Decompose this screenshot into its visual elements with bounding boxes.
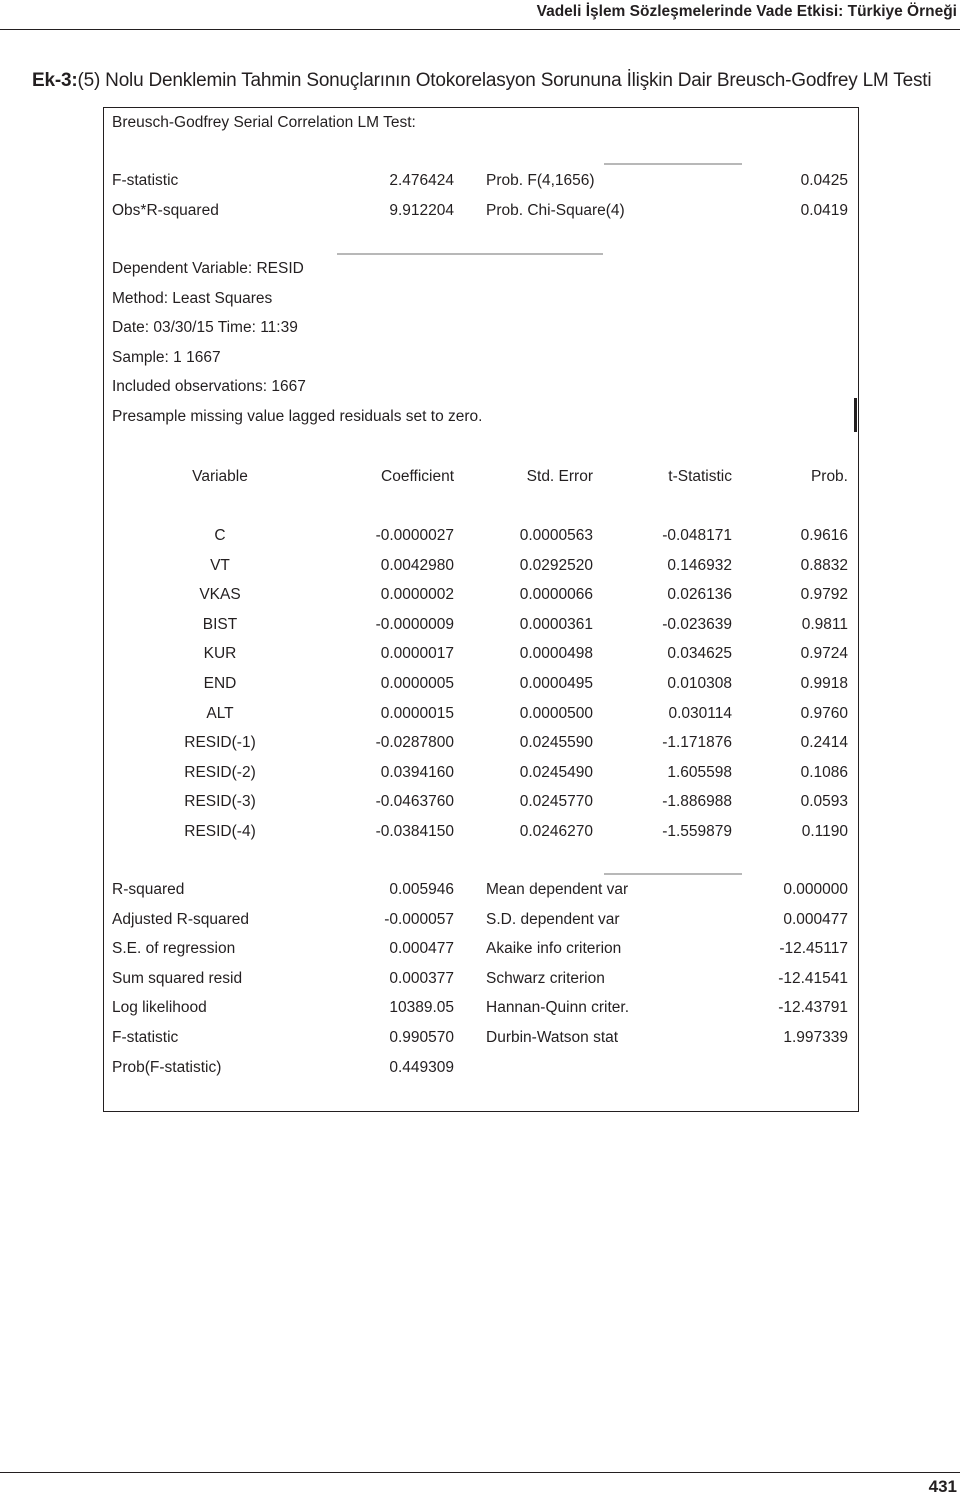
variable-name: BIST — [202, 615, 238, 633]
appendix-label: Ek-3: — [32, 70, 78, 91]
table-cell: 0.9792 — [800, 586, 848, 604]
table-cell: 0.0245770 — [519, 793, 593, 811]
summary-label: Schwarz criterion — [486, 969, 605, 987]
table-cell: 1.605598 — [667, 763, 732, 781]
summary-label: Log likelihood — [112, 999, 207, 1017]
page-number: 431 — [928, 1477, 957, 1496]
stat-prob-value: 0.0419 — [800, 202, 848, 219]
separator-rule — [337, 253, 603, 255]
test-title: Breusch-Godfrey Serial Correlation LM Test: — [112, 114, 416, 131]
table-cell: -1.559879 — [662, 823, 732, 840]
table-cell: 0.9918 — [800, 675, 848, 692]
summary-value: 0.000477 — [783, 910, 848, 928]
column-header: Prob. — [810, 468, 848, 485]
table-cell: 0.9616 — [800, 527, 848, 544]
variable-name: RESID(-2) — [184, 763, 256, 781]
table-cell: 0.9760 — [800, 704, 848, 722]
table-cell: 0.010308 — [667, 675, 732, 692]
table-cell: -0.0384150 — [375, 823, 454, 840]
table-cell: 0.8832 — [800, 556, 848, 574]
table-cell: -0.048171 — [662, 527, 732, 544]
variable-name: KUR — [203, 645, 237, 663]
table-cell: 0.0000495 — [519, 675, 593, 692]
variable-name: VKAS — [199, 586, 241, 604]
variable-name: C — [214, 527, 226, 544]
estimation-info-line: Date: 03/30/15 Time: 11:39 — [112, 319, 298, 337]
table-cell: 0.0000002 — [380, 586, 454, 604]
appendix-title-text: (5) Nolu Denklemin Tahmin Sonuçlarının Otokorelasyon Sorununa İlişkin Dair Breusch-Godfrey LM Testi — [77, 70, 932, 91]
summary-label: F-statistic — [112, 1029, 179, 1046]
stat-value: 2.476424 — [389, 172, 454, 189]
stat-label: Obs*R-squared — [112, 202, 219, 219]
table-cell: -0.0287800 — [375, 734, 454, 752]
summary-value: -12.43791 — [778, 999, 848, 1017]
regression-output-box — [103, 107, 859, 1112]
table-cell: -0.0000009 — [375, 615, 454, 633]
table-cell: -0.0463760 — [375, 793, 454, 811]
summary-value: -12.45117 — [779, 940, 848, 958]
variable-name: RESID(-4) — [184, 823, 256, 840]
table-cell: 0.0000005 — [380, 675, 454, 692]
table-cell: 0.0000498 — [519, 645, 593, 663]
table-cell: 0.0593 — [800, 793, 848, 811]
stat-prob-label: Prob. F(4,1656) — [486, 172, 595, 189]
table-cell: 0.0000015 — [380, 704, 454, 722]
variable-name: VT — [210, 556, 230, 574]
summary-label: S.D. dependent var — [486, 910, 620, 928]
table-cell: 0.1190 — [801, 823, 848, 840]
table-cell: 0.030114 — [668, 704, 732, 722]
summary-label: Akaike info criterion — [486, 940, 622, 958]
summary-value: -0.000057 — [384, 910, 454, 928]
summary-label: Durbin-Watson stat — [486, 1029, 619, 1046]
table-cell: 0.0042980 — [380, 556, 454, 574]
running-head: Vadeli İşlem Sözleşmelerinde Vade Etkisi: Türkiye Örneği — [536, 3, 957, 20]
table-cell: 0.0245490 — [519, 763, 593, 781]
summary-value: 0.990570 — [389, 1029, 454, 1046]
table-cell: 0.9811 — [801, 615, 848, 633]
summary-label: Sum squared resid — [112, 969, 243, 987]
stat-label: F-statistic — [112, 172, 179, 189]
table-cell: 0.0292520 — [519, 556, 593, 574]
summary-label: Mean dependent var — [486, 881, 629, 898]
table-cell: -0.0000027 — [375, 527, 454, 544]
separator-rule — [604, 163, 742, 165]
table-cell: 0.034625 — [667, 645, 732, 663]
appendix-title — [32, 70, 931, 92]
table-cell: -0.023639 — [662, 615, 732, 633]
table-cell: 0.0246270 — [519, 823, 593, 840]
summary-value: 0.000000 — [783, 881, 848, 898]
table-cell: 0.0394160 — [380, 763, 454, 781]
summary-value: 10389.05 — [389, 999, 454, 1017]
variable-name: RESID(-1) — [184, 734, 256, 752]
variable-name: RESID(-3) — [184, 793, 256, 811]
table-cell: 0.0000500 — [519, 704, 593, 722]
stat-prob-label: Prob. Chi-Square(4) — [486, 202, 625, 219]
summary-value: -12.41541 — [778, 969, 848, 987]
summary-label: R-squared — [112, 881, 185, 898]
table-cell: 0.9724 — [800, 645, 848, 663]
variable-name: ALT — [206, 704, 234, 722]
summary-value: 0.000477 — [389, 940, 454, 958]
summary-label: Prob(F-statistic) — [112, 1058, 222, 1076]
estimation-info-line: Method: Least Squares — [112, 289, 273, 307]
estimation-info-line: Included observations: 1667 — [112, 378, 306, 396]
estimation-info-line: Dependent Variable: RESID — [112, 260, 304, 277]
table-cell: 0.0000066 — [519, 586, 593, 604]
header-rule — [0, 29, 960, 30]
table-cell: 0.1086 — [800, 763, 848, 781]
summary-label: Hannan-Quinn criter. — [486, 999, 630, 1017]
table-cell: 0.0245590 — [519, 734, 593, 752]
summary-value: 0.000377 — [389, 969, 454, 987]
table-cell: 0.0000017 — [380, 645, 454, 663]
separator-rule — [604, 873, 742, 875]
variable-name: END — [203, 675, 237, 692]
table-cell: 0.0000563 — [519, 527, 593, 544]
summary-value: 1.997339 — [783, 1029, 848, 1046]
table-cell: -1.886988 — [662, 793, 732, 811]
estimation-info-line: Sample: 1 1667 — [112, 348, 221, 366]
table-cell: 0.0000361 — [519, 615, 593, 633]
table-cell: -1.171876 — [662, 734, 732, 752]
estimation-info-line: Presample missing value lagged residuals set to zero. — [112, 408, 483, 425]
table-cell: 0.2414 — [800, 734, 848, 752]
column-header: Variable — [192, 468, 248, 485]
column-header: Coefficient — [381, 468, 454, 485]
column-header: t-Statistic — [668, 468, 732, 485]
stat-value: 9.912204 — [389, 202, 454, 219]
table-cell: 0.146932 — [667, 556, 732, 574]
table-cell: 0.026136 — [667, 586, 732, 604]
stat-prob-value: 0.0425 — [800, 172, 848, 189]
summary-label: S.E. of regression — [112, 940, 236, 958]
summary-value: 0.449309 — [389, 1058, 454, 1076]
footer-rule — [0, 1472, 960, 1473]
box-edge-mark — [854, 398, 857, 432]
summary-value: 0.005946 — [389, 881, 454, 898]
summary-label: Adjusted R-squared — [112, 910, 249, 928]
column-header: Std. Error — [526, 468, 593, 485]
